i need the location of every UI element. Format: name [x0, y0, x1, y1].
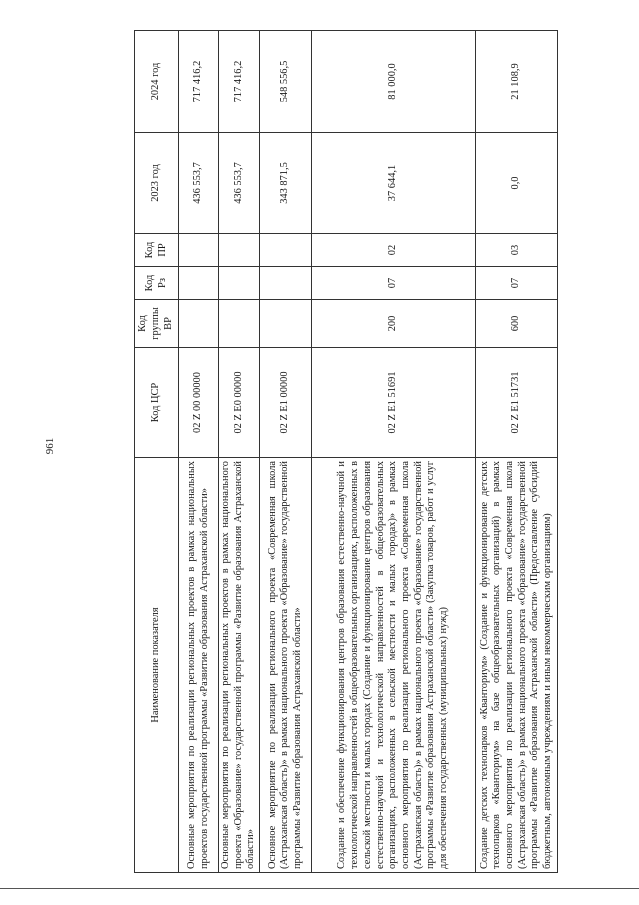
row-vr: 200 — [312, 300, 476, 348]
table-row — [219, 31, 260, 873]
rotated-table-container — [134, 31, 556, 873]
row-csr: 02 Z E1 51691 — [312, 348, 476, 458]
row-2023: 436 553,7 — [179, 133, 219, 234]
row-2023: 37 644,1 — [312, 133, 476, 234]
header-2023: 2023 год — [135, 133, 179, 234]
scan-bottom-rule — [0, 888, 639, 889]
header-vr: Код группы ВР — [135, 300, 179, 348]
row-name: Создание и обеспечение функционирования центров образования естественно-научной и технологической направленностей в общеобразовательных организациях, расположенных в сельской местности и малых городах (Создание и функционирование центров образования естественно-научной и технологической направленностей в общеобразовательных организациях, расположенных в сельской местности и малых городах)» в рамках основного мероприятия по реализации регионального проекта «Современная школа (Астраханская область)» в рамках национального проекта «Образование» государственной программы «Развитие образования Астраханской области» (Закупка товаров, работ и услуг для обеспечения государственных (муниципальных) нужд) — [312, 458, 476, 873]
header-name: Наименование показателя — [135, 458, 179, 873]
row-pr — [219, 234, 260, 267]
row-name: Основное мероприятие по реализации регионального проекта «Современная школа (Астраханская область)» в рамках национального проекта «Образование» государственной программы «Развитие образования Астраханской области» — [260, 458, 312, 873]
row-csr: 02 Z E0 00000 — [219, 348, 260, 458]
row-csr: 02 Z E1 51731 — [476, 348, 558, 458]
table-row — [179, 31, 219, 873]
row-2024: 548 556,5 — [260, 31, 312, 133]
row-name: Основные мероприятия по реализации региональных проектов в рамках национального проекта «Образование» государственной программы «Развитие образования Астраханской области» — [219, 458, 260, 873]
row-csr: 02 Z E1 00000 — [260, 348, 312, 458]
row-rz: 07 — [312, 267, 476, 300]
row-pr: 02 — [312, 234, 476, 267]
row-2024: 81 000,0 — [312, 31, 476, 133]
page-number: 961 — [44, 437, 56, 455]
row-vr — [219, 300, 260, 348]
header-csr: Код ЦСР — [135, 348, 179, 458]
row-2024: 717 416,2 — [179, 31, 219, 133]
row-rz: 07 — [476, 267, 558, 300]
row-rz — [179, 267, 219, 300]
row-2023: 436 553,7 — [219, 133, 260, 234]
row-2024: 717 416,2 — [219, 31, 260, 133]
row-2024: 21 108,9 — [476, 31, 558, 133]
header-pr: Код ПР — [135, 234, 179, 267]
row-rz — [260, 267, 312, 300]
row-pr: 03 — [476, 234, 558, 267]
header-rz: Код Рз — [135, 267, 179, 300]
row-csr: 02 Z 00 00000 — [179, 348, 219, 458]
row-rz — [219, 267, 260, 300]
table-row — [312, 31, 476, 873]
row-vr: 600 — [476, 300, 558, 348]
table-row — [476, 31, 558, 873]
row-pr — [260, 234, 312, 267]
table-row — [260, 31, 312, 873]
row-2023: 0,0 — [476, 133, 558, 234]
row-vr — [179, 300, 219, 348]
row-2023: 343 871,5 — [260, 133, 312, 234]
row-vr — [260, 300, 312, 348]
table-header-row — [135, 31, 179, 873]
row-name: Основные мероприятия по реализации региональных проектов в рамках национальных проектов государственной программы «Развитие образования Астраханской области» — [179, 458, 219, 873]
budget-table — [134, 30, 558, 873]
header-2024: 2024 год — [135, 31, 179, 133]
row-pr — [179, 234, 219, 267]
row-name: Создание детских технопарков «Кванториум» (Создание и функционирование детских технопарков «Кванториум» на базе общеобразовательных организаций) в рамках основного мероприятия по реализации регионального проекта «Современная школа (Астраханская область)» в рамках национального проекта «Образование» государственной программы «Развитие образования Астраханской области» (Предоставление субсидий бюджетным, автономным учреждениям и иным некоммерческим организациям) — [476, 458, 558, 873]
